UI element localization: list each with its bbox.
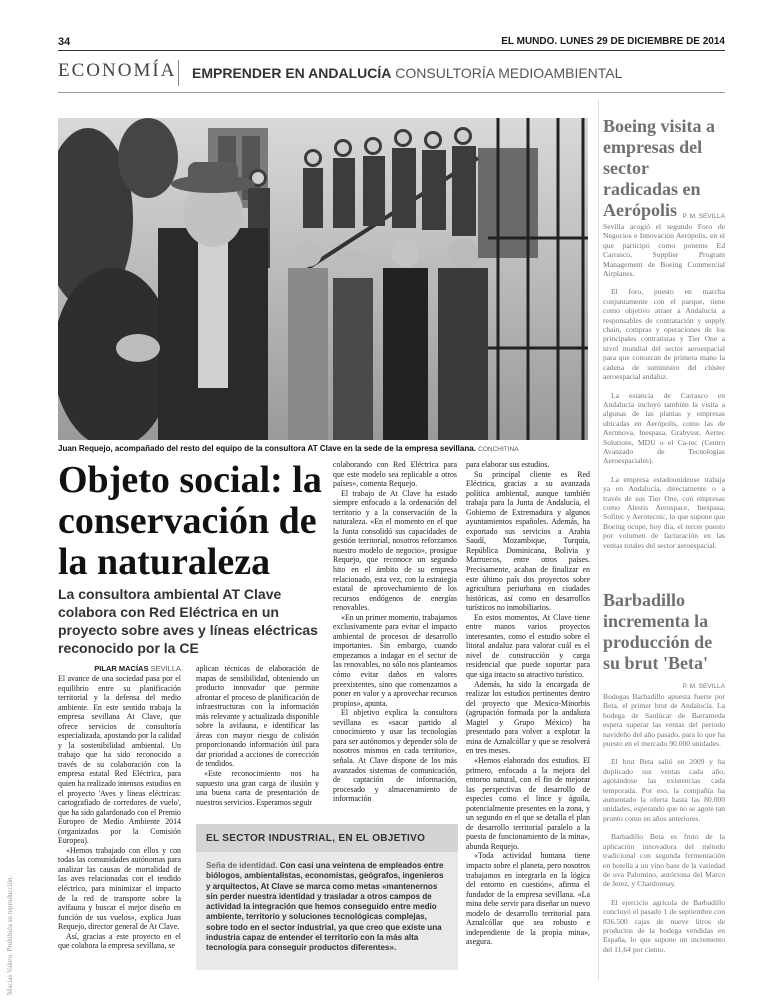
article-column-2 [196,664,319,818]
paragraph: «Toda actividad humana tiene impacto sobre el planeta, pero nosotros trabajamos en integrarla en la lógica del entorno en cuestión», afirma el fundador de la empresa sevillana. «La mina debe servir para diseñar un nuevo modelo de desarrollo territorial para Aznalcóllar que sea robusto e independiente de la propia mina», asegura. [466,851,590,947]
article-byline [58,664,181,673]
subsection-bold: EMPRENDER EN ANDALUCÍA [192,65,392,81]
author-name: PILAR MACÍAS [94,664,149,673]
page-number: 34 [58,36,71,48]
sidebar-headline-barbadillo: Barbadillo incrementa la producción de su brut 'Beta' [603,590,713,673]
paragraph: «Este reconocimiento nos ha supuesto una gran carga de ilusión y una buena carta de presentación de nuestros servicios. Esperamos seguir [196,769,319,807]
section-title: ECONOMÍA [58,60,177,81]
article-column-1 [58,674,181,984]
paragraph: Además, ha sido la encargada de realizar los estudios pertinentes dentro del proyecto que Mexico-Minorbis (agrupación formada por la andaluza Magtel y Grupo México) ha presentado para volver a explotar la mina de Aznalcóllar y que se resolverá en tres meses. [466,679,590,756]
subsection-title [192,65,622,81]
paragraph: Sevilla acogió el segundo Foro de Negocios e Innovación Aerópolis, en el que participó como ponente Ed Carrasco, Supplier Program Management de Boeing Commercial Airplanes. [603,222,725,279]
info-box-title: EL SECTOR INDUSTRIAL, EN EL OBJETIVO [196,824,458,852]
paragraph: El ejercicio agrícola de Barbadillo concluyó el pasado 1 de septiembre con 836.500 cajas de nueve litros de productos de la bodega vendidas en España, lo que supone un incremento del 11,64 por ciento. [603,897,725,954]
article-headline: Objeto social: la conservación de la naturaleza [58,459,322,583]
photo-caption [58,444,588,453]
paragraph: La estancia de Carrasco en Andalucía incluyó también la visita a algunas de las plantas y empresas ubicadas en Aerópolis, como las de Aernnova, Inespasa, Grabysur, Aertec Solutions, MDU o el Ca-tec (Centro Avanzado de Tecnologías Aeroespaciales). [603,390,725,466]
sidebar-author: P. M. [682,683,697,690]
paragraph: El brut Beta salió en 2009 y ha duplicado sus ventas cada año, agotándose las existencias cada temporada. Por eso, la compañía ha aumentado la oferta hasta las 80.000 unidades, esperando que no se agote tan pronto como en años anteriores. [603,757,725,823]
sidebar-article-barbadillo [603,692,725,982]
subsection-rest: CONSULTORÍA MEDIOAMBIENTAL [395,65,623,81]
sidebar-byline-barbadillo [603,683,725,690]
paragraph: Así, gracias a este proyecto en el que colabora la empresa sevillana, se [58,931,181,951]
paragraph: En estos momentos, At Clave tiene entre manos varios proyectos interesantes, como el estudio sobre el litoral andaluz para valorar cuál es el nivel de construcción y carga residencial que puede soportar para que siga intacto su atractivo turístico. [466,612,590,680]
article-column-3 [333,460,457,818]
sidebar-location: SEVILLA [698,683,725,690]
author-location: SEVILLA [150,664,181,673]
section-rule [58,92,725,93]
paragraph: «Hemos trabajado con ellos y con todas las comunidades autónomas para analizar las causas de mortalidad de las aves relacionadas con el tendido eléctrico, para minimizar el impacto de la red de transporte sobre la avifauna y buscar el mejor diseño en función de sus vuelos», explica Juan Requejo, director general de At Clave. [58,845,181,932]
team-photo [58,118,588,440]
sidebar-headline-boeing: Boeing visita a empresas del sector radicadas en Aerópolis [603,116,716,220]
paragraph: «En un primer momento, trabajamos exclusivamente para evitar el impacto ambiental de procesos de desarrollo importantes. Sin embargo, cuando empezamos a indagar en el sector de las renovables, no sólo nos planteamos cómo evitar daños en valores preexistentes, sino que comenzamos a poner en valor y a aprovechar recursos propios», apunta. [333,612,457,708]
paragraph: «Hemos elaborado dos estudios. El primero, enfocado a la mejora del entorno natural, con el fin de mejorar las perspectivas de desarrollo de especies como el lince y águila, potencialmente presentes en la zona, y un segundo en el que se detalla el plan de desarrollo territorial paralelo a la puesta de funcionamiento de la mina», abunda Requejo. [466,755,590,851]
header-rule [58,50,725,51]
paragraph: colaborando con Red Eléctrica para que este modelo sea replicable a otros países», comenta Requejo. [333,460,457,489]
paragraph: El avance de una sociedad pasa por el equilibrio entre su planificación territorial y la defensa del medio ambiente. En este sentido trabaja la empresa sevillana At Clave, que ofrece servicios de consultoría especializada, apostando por la calidad y la sostenibilidad ambiental. Un trabajo que ha sido reconocido a través de su colaboración con la empresa estatal Red Eléctrica, para quien ha realizado intensos estudios en el proyecto 'Aves y líneas eléctricas: cartografiado de corredores de vuelo', que ha sido galardonado con el Premio Europeo de Medio Ambiente 2014 (organizados por la Comisión Europea). [58,674,181,846]
sidebar-divider [598,100,599,980]
team-photo-illustration [58,118,588,440]
section-divider [178,60,179,86]
margin-copyright-note: Macías Valero. Prohibida su reproducción. [6,875,14,995]
paragraph: Su principal cliente es Red Eléctrica, gracias a su avanzada política ambiental, aunque también trabaja para la Junta de Andalucía, el Gobierno de Extremadura y algunos ayuntamientos españoles. Además, ha exportado sus servicios a Arabia Saudí, Mozambique, Turquía, República Dominicana, Bolivia y Marruecos, entre otros países. Precisamente, acaban de finalizar en este último país dos proyectos sobre agricultura periurbana en ciudades históricas, así como en desarrollos turísticos no inmobiliarios. [466,469,590,613]
paragraph: El foro, puesto en marcha conjuntamente con el parque, tiene como objetivo atraer a Andalucía a responsables de contratación y supply chain, compras y operaciones de los principales contratistas y Tier One a nivel mundial del sector aeroespacial para que conozcan de primera mano la cadena de suministro del clúster aeroespacial andaluz. [603,287,725,382]
sidebar-author: P. M. [682,213,697,220]
paragraph: aplican técnicas de elaboración de mapas de sensibilidad, obteniendo un producto innovador que permite afrontar el proceso de planificación de infraestructuras con la información más relevante y actualizada disponible sobre la avifauna, e identificar las áreas con mayor riesgo de colisión proporcionando información útil para dar prioridad a acciones de corrección de tendidos. [196,664,319,769]
caption-text: Juan Requejo, acompañado del resto del equipo de la consultora AT Clave en la sede de la empresa sevillana. [58,444,476,453]
paragraph: Bodegas Barbadillo apuesta fuerte por Beta, el primer brut de Andalucía. La bodega de Sanlúcar de Barrameda espera superar las ventas del periodo navideño del año pasado, para lo que ha puesto en el mercado 90.000 unidades. [603,692,725,749]
paragraph: para elaborar sus estudios. [466,460,550,469]
article-column-4 [466,460,590,980]
paragraph: La empresa estadounidense trabaja ya en Andalucía, directamente o a través de sus Tier One, con empresas como Alestis Aerospace, Inespasa, Sofitec y Aerotecnic, lo que supone que Boeing ocupe, hoy día, el tercer puesto por volumen de facturación en las ventas totales del sector aeroespacial. [603,474,725,550]
sidebar-location: SEVILLA [698,213,725,220]
date-line: EL MUNDO. LUNES 29 DE DICIEMBRE DE 2014 [501,36,725,47]
info-box [196,824,458,970]
paragraph: El objetivo explica la consultora sevillana es «sacar partido al conocimiento y usar las tecnologías para ser autónomos y depender sólo de nosotros mismos en cada territorio», señala. At Clave dispone de los más avanzados sistemas de comunicación, de captación de información, procesado y almacenamiento de información [333,708,457,804]
paragraph: Barbadillo Beta es fruto de la aplicación innovadora del método tradicional con segunda fermentación en botella a un vino base de la variedad de uva Palomino, autóctona del Marco de Jerez, y Chardonnay. [603,832,725,889]
info-box-text [206,861,450,954]
info-box-lead: Seña de identidad. [206,861,278,870]
sidebar-article-boeing [603,222,725,560]
photo-credit: CONCHITINA [478,446,519,453]
article-deck: La consultora ambiental AT Clave colabora con Red Eléctrica en un proyecto sobre aves y líneas eléctricas reconocido por la CE [58,586,318,656]
info-box-body: Con casi una veintena de empleados entre biólogos, ambientalistas, economistas, geógrafos, ingenieros y arquitectos, At Clave se marca como metas «mantenernos sin perder nuestra identidad y trasladar a otros campos de actividad la integración que hemos conseguido entre medio ambiente, territorio y soluciones tecnológicas complejas, sobre todo en el sector industrial, ya que creo que existe una industria capaz de entender el territorio con la más alta tecnología para conseguir productos diferentes». [206,861,444,953]
page-header [58,34,725,50]
paragraph: El trabajo de At Clave ha estado siempre enfocado a la ordenación del territorio y a la conservación de la naturaleza. «En el momento en el que la Junta consolidó sus capacidades de gestión territorial, nosotros reforzamos nuestro modelo de negocio», prosigue Requejo, que reconoce un segundo hito en el ámbito de su empresa relacionado, esta vez, con la estrategia estatal de aprovechamiento de los recursos endógenos de energías renovables. [333,488,457,613]
sidebar-byline-boeing [603,213,725,220]
